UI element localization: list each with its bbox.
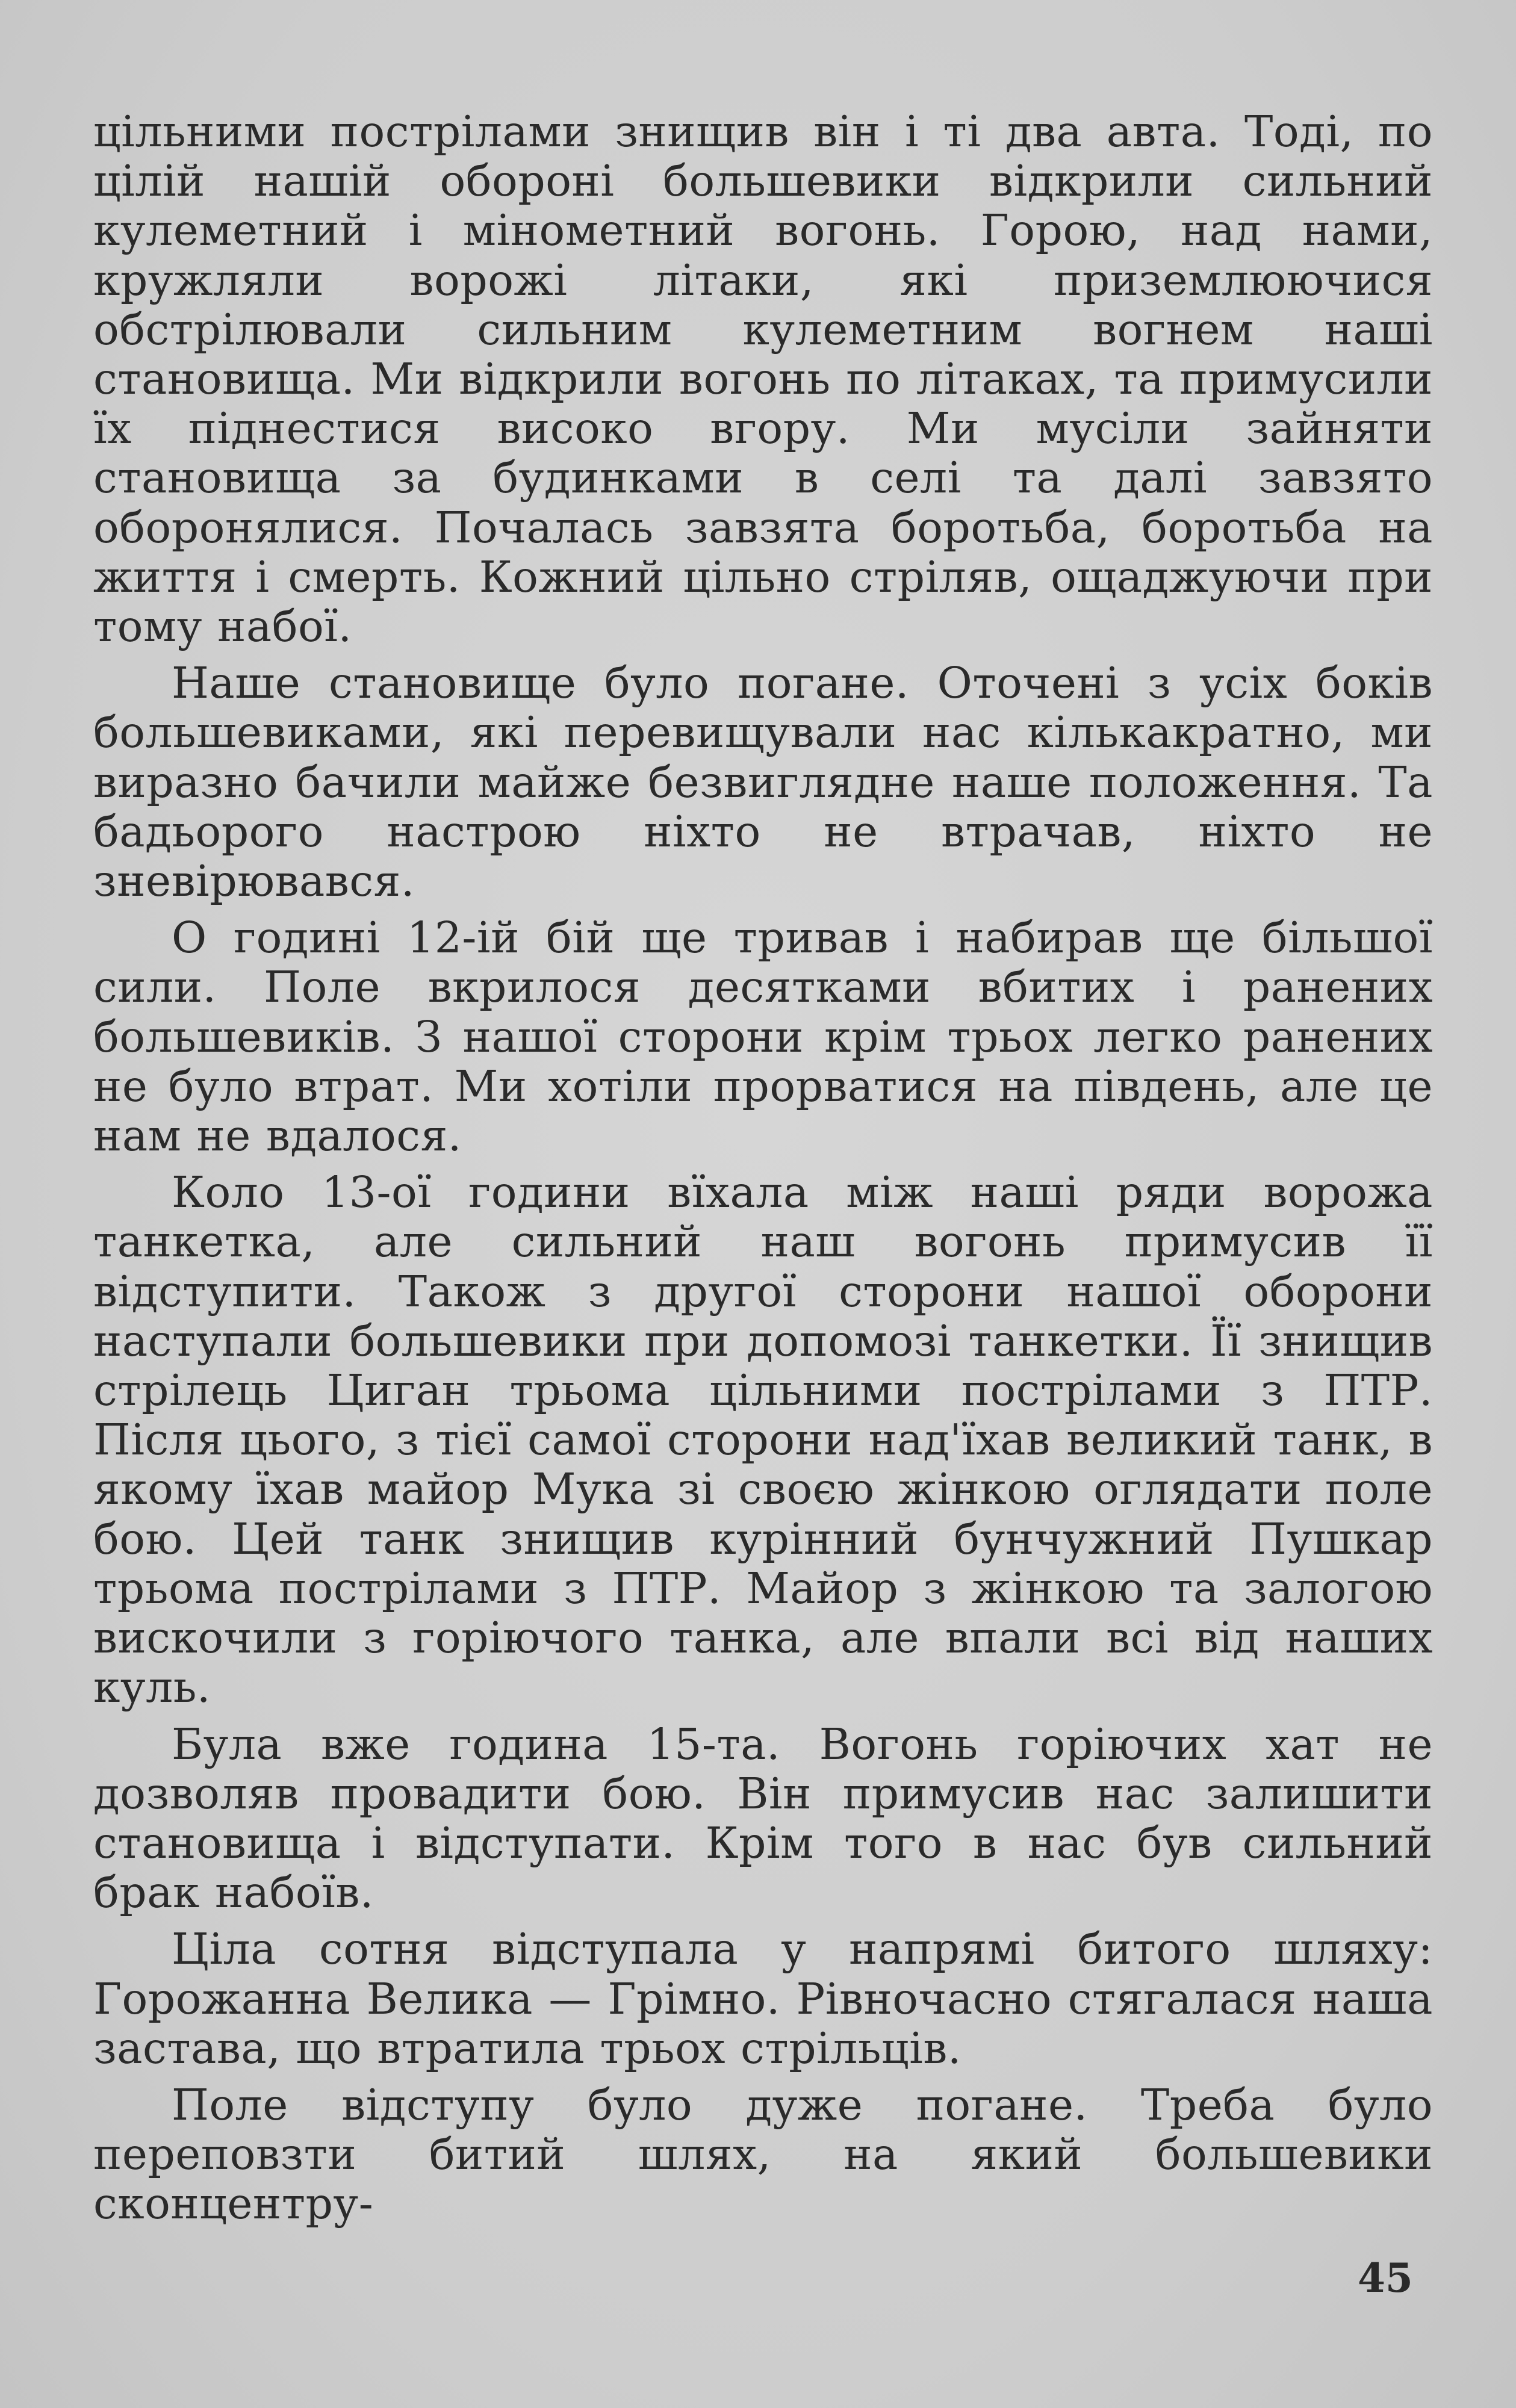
paragraph-6: Ціла сотня відступала у напрямі битого шляху: Горожанна Велика — Грімно. Рівночасно стягалася наша застава, що втратила трьох стрільців. bbox=[93, 1924, 1433, 2073]
paragraph-7: Поле відступу було дуже погане. Треба було переповзти битий шлях, на який большевики сконцентру- bbox=[93, 2079, 1433, 2229]
page-number: 45 bbox=[1358, 2254, 1413, 2301]
paragraph-4: Коло 13-ої години вїхала між наші ряди ворожа танкетка, але сильний наш вогонь примусив її відступити. Також з другої сторони нашої оборони наступали большевики при допомозі танкетки. Її знищив стрілець Циган трьома цільними пострілами з ПТР. Після цього, з тієї самої сторони над'їхав великий танк, в якому їхав майор Мука зі своєю жінкою оглядати поле бою. Цей танк знищив курінний бунчужний Пушкар трьома пострілами з ПТР. Майор з жінкою та залогою вискочили з горіючого танка, але впали всі від наших куль. bbox=[93, 1167, 1433, 1713]
paragraph-5: Була вже година 15-та. Вогонь горіючих хат не дозволяв провадити бою. Він примусив нас залишити становища і відступати. Крім того в нас був сильний брак набоїв. bbox=[93, 1719, 1433, 1918]
paragraph-2: Наше становище було погане. Оточені з усіх боків большевиками, які перевищували нас кількакратно, ми виразно бачили майже безвиглядне наше положення. Та бадьорого настрою ніхто не втрачав, ніхто не зневірювався. bbox=[93, 658, 1433, 907]
paragraph-3: О годині 12-ій бій ще тривав і набирав ще більшої сили. Поле вкрилося десятками вбитих і ранених большевиків. З нашої сторони крім трьох легко ранених не було втрат. Ми хотіли прорватися на південь, але це нам не вдалося. bbox=[93, 913, 1433, 1161]
body-text bbox=[93, 107, 1433, 2236]
paragraph-1: цільними пострілами знищив він і ті два авта. Тоді, по цілій нашій обороні большевики відкрили сильний кулеметний і мінометний вогонь. Горою, над нами, кружляли ворожі літаки, які приземлюючися обстрілювали сильним кулеметним вогнем наші становища. Ми відкрили вогонь по літаках, та примусили їх піднестися високо вгору. Ми мусіли зайняти становища за будинками в селі та далі завзято оборонялися. Почалась завзята боротьба, боротьба на життя і смерть. Кожний цільно стріляв, ощаджуючи при тому набої. bbox=[93, 107, 1433, 652]
